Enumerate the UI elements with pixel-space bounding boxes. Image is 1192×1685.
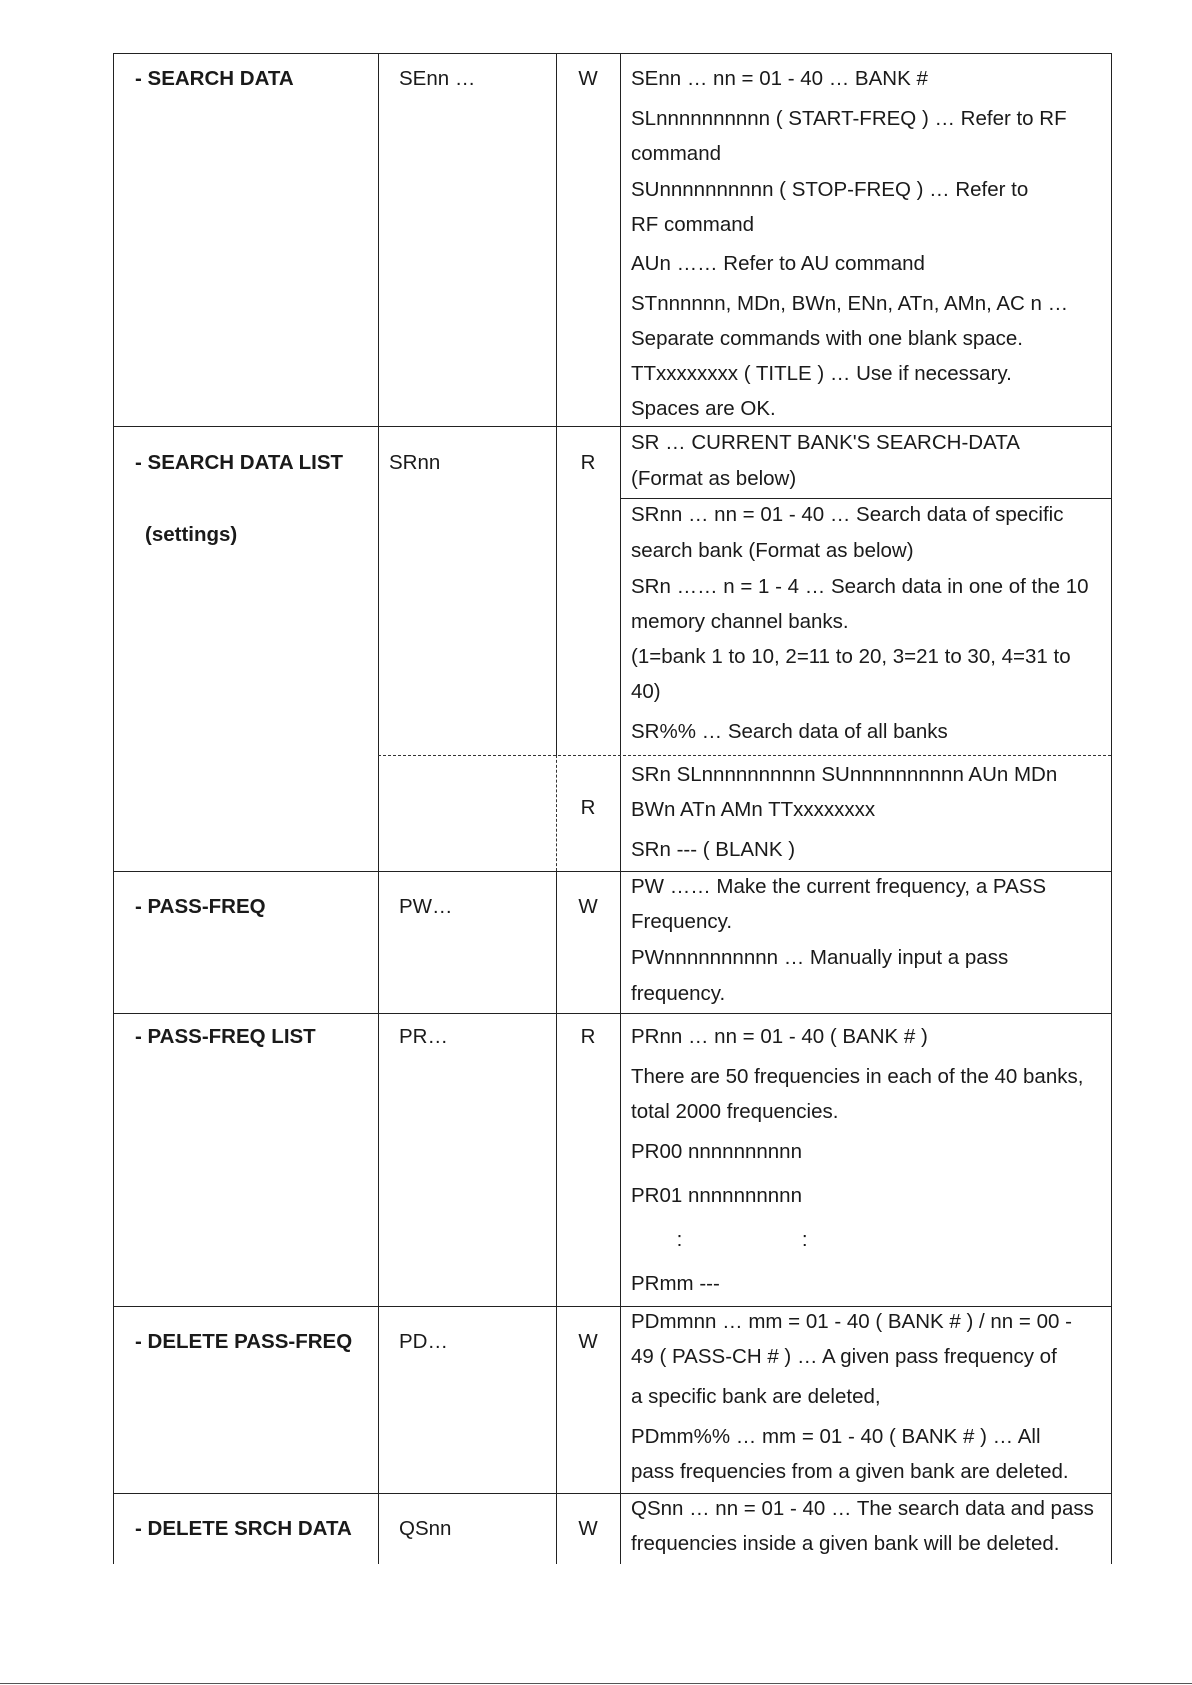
description-line: 40)	[631, 680, 661, 703]
column-divider	[378, 872, 379, 1013]
page-bottom-edge	[0, 1683, 1192, 1684]
description-line: pass frequencies from a given bank are deleted.	[631, 1460, 1069, 1483]
column-divider	[378, 54, 379, 426]
command-code: PD…	[399, 1330, 448, 1353]
description-line: PRnn … nn = 01 - 40 ( BANK # )	[631, 1025, 928, 1048]
description-line: (1=bank 1 to 10, 2=11 to 20, 3=21 to 30, 4=31 to	[631, 645, 1071, 668]
description-line: frequencies inside a given bank will be deleted.	[631, 1532, 1060, 1555]
description-line: PWnnnnnnnnnn … Manually input a pass	[631, 946, 1009, 969]
command-name: - PASS-FREQ LIST	[135, 1025, 316, 1048]
description-line: command	[631, 142, 722, 165]
column-divider	[620, 427, 621, 871]
command-name: - SEARCH DATA	[135, 67, 294, 90]
column-divider	[378, 1014, 379, 1306]
description-line: There are 50 frequencies in each of the 40 banks,	[631, 1065, 1084, 1088]
description-line: : :	[631, 1228, 808, 1251]
description-line: search bank (Format as below)	[631, 539, 914, 562]
command-subtitle: (settings)	[145, 523, 238, 546]
column-divider	[378, 427, 379, 871]
read-write-mode: R	[580, 451, 596, 474]
command-name: - SEARCH DATA LIST	[135, 451, 344, 474]
command-name: - DELETE PASS-FREQ	[135, 1330, 353, 1353]
command-code: QSnn	[399, 1517, 452, 1540]
command-name: - DELETE SRCH DATA	[135, 1517, 352, 1540]
description-line: Frequency.	[631, 910, 733, 933]
column-divider	[620, 872, 621, 1013]
table-row-search-data-list	[113, 427, 1112, 872]
command-name: - PASS-FREQ	[135, 895, 266, 918]
read-write-mode: R	[580, 1025, 596, 1048]
table-row-search-data	[113, 53, 1112, 427]
description-line: QSnn … nn = 01 - 40 … The search data and pass	[631, 1497, 1094, 1520]
description-line: SEnn … nn = 01 - 40 … BANK #	[631, 67, 928, 90]
description-line: PR01 nnnnnnnnnn	[631, 1184, 802, 1207]
description-line: SR … CURRENT BANK'S SEARCH-DATA	[631, 431, 1020, 454]
description-line: Spaces are OK.	[631, 397, 776, 420]
description-line: total 2000 frequencies.	[631, 1100, 839, 1123]
description-line: PDmmnn … mm = 01 - 40 ( BANK # ) / nn = 00 -	[631, 1310, 1072, 1333]
column-divider	[620, 1014, 621, 1306]
command-code: SRnn	[389, 451, 441, 474]
description-line: PR00 nnnnnnnnnn	[631, 1140, 802, 1163]
table-row-pass-freq-list	[113, 1014, 1112, 1307]
column-divider	[556, 872, 557, 1013]
column-divider	[556, 1307, 557, 1493]
description-line: 49 ( PASS-CH # ) … A given pass frequency of	[631, 1345, 1057, 1368]
column-divider	[378, 1307, 379, 1493]
column-divider	[556, 1494, 557, 1564]
column-divider	[556, 1014, 557, 1306]
column-divider	[620, 54, 621, 426]
command-code: PR…	[399, 1025, 448, 1048]
read-write-mode: W	[578, 67, 598, 90]
description-line: PDmm%% … mm = 01 - 40 ( BANK # ) … All	[631, 1425, 1041, 1448]
read-write-mode: R	[580, 796, 596, 819]
description-line: RF command	[631, 213, 755, 236]
description-line: (Format as below)	[631, 467, 797, 490]
description-line: frequency.	[631, 982, 726, 1005]
dashed-divider	[378, 755, 1111, 756]
read-write-mode: W	[578, 1330, 598, 1353]
column-divider	[556, 427, 557, 755]
description-line: SRn SLnnnnnnnnnn SUnnnnnnnnnn AUn MDn	[631, 763, 1058, 786]
command-code: PW…	[399, 895, 453, 918]
description-line: SRn --- ( BLANK )	[631, 838, 796, 861]
description-line: STnnnnnn, MDn, BWn, ENn, ATn, AMn, AC n …	[631, 292, 1069, 315]
description-line: a specific bank are deleted,	[631, 1385, 881, 1408]
column-divider	[620, 1494, 621, 1564]
read-write-mode: W	[578, 1517, 598, 1540]
description-line: PRmm ---	[631, 1272, 720, 1295]
description-line: memory channel banks.	[631, 610, 849, 633]
table-row-pass-freq	[113, 872, 1112, 1014]
description-line: PW …… Make the current frequency, a PASS	[631, 875, 1047, 898]
description-line: SLnnnnnnnnnn ( START-FREQ ) … Refer to RF	[631, 107, 1067, 130]
column-divider	[620, 1307, 621, 1493]
table-row-delete-pass-freq	[113, 1307, 1112, 1494]
command-code: SEnn …	[399, 67, 476, 90]
column-divider	[556, 54, 557, 426]
description-line: TTxxxxxxxx ( TITLE ) … Use if necessary.	[631, 362, 1012, 385]
read-write-mode: W	[578, 895, 598, 918]
description-line: Separate commands with one blank space.	[631, 327, 1024, 350]
description-line: SRnn … nn = 01 - 40 … Search data of specific	[631, 503, 1064, 526]
column-divider	[556, 755, 557, 871]
description-line: SUnnnnnnnnnn ( STOP-FREQ ) … Refer to	[631, 178, 1029, 201]
description-line: SRn …… n = 1 - 4 … Search data in one of the 10	[631, 575, 1089, 598]
table-row-delete-srch-data	[113, 1494, 1112, 1564]
description-line: AUn …… Refer to AU command	[631, 252, 925, 275]
description-line: SR%% … Search data of all banks	[631, 720, 948, 743]
description-line: BWn ATn AMn TTxxxxxxxx	[631, 798, 876, 821]
column-divider	[378, 1494, 379, 1564]
